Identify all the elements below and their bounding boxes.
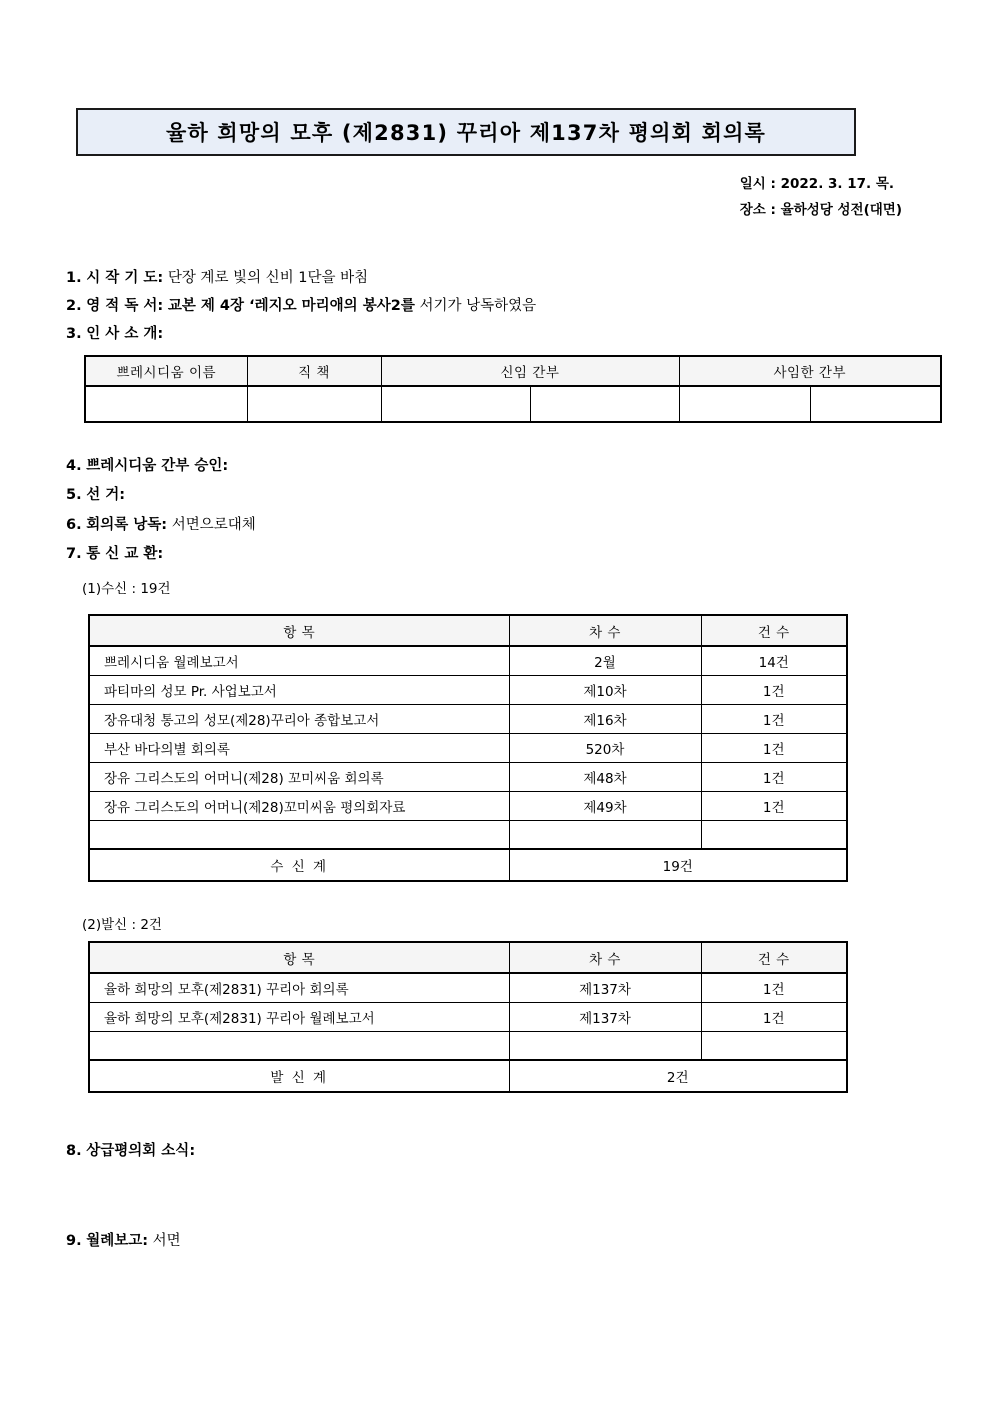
table-row: [89, 704, 847, 733]
received-correspondence-table: [88, 614, 848, 882]
item-5-number: 5.: [66, 487, 82, 503]
received-count[interactable]: [701, 820, 847, 849]
item-9-label: 월례보고:: [86, 1233, 149, 1249]
item-6-number: 6.: [66, 517, 82, 533]
item-1-value: 단장 계로 빛의 신비 1단을 바침: [167, 270, 369, 286]
item-5-label: 선 거:: [86, 487, 126, 503]
item-7-sub-sent: (2)발신 : 2건: [82, 917, 162, 933]
table-row: [89, 733, 847, 762]
sent-total-row: [89, 1060, 847, 1092]
item-1-number: 1.: [66, 270, 82, 286]
document-title-banner: [76, 108, 856, 156]
item-2-value: 서기가 낭독하였음: [419, 298, 537, 314]
received-header-item: 항 목: [89, 615, 509, 646]
officers-header-resigned: 사임한 간부: [679, 356, 941, 386]
item-6-value: 서면으로대체: [171, 517, 256, 533]
received-item[interactable]: 장유 그리스도의 어머니(제28) 꼬미씨움 회의록: [89, 762, 509, 791]
meeting-place: 장소 : 율하성당 성전(대면): [739, 201, 902, 218]
received-count[interactable]: 1건: [701, 762, 847, 791]
table-row: [89, 791, 847, 820]
sent-item[interactable]: 율하 희망의 모후(제2831) 꾸리아 월례보고서: [89, 1002, 509, 1031]
sent-total-value: 2건: [509, 1060, 847, 1092]
table-header-row: [89, 942, 847, 973]
item-9-value: 서면: [152, 1233, 181, 1249]
sent-number[interactable]: [509, 1031, 701, 1060]
officers-header-role: 직 책: [247, 356, 381, 386]
item-election: [66, 487, 125, 504]
officers-table: [84, 355, 942, 423]
sent-number[interactable]: 제137차: [509, 973, 701, 1002]
item-2-number: 2.: [66, 298, 82, 314]
sent-item[interactable]: 율하 희망의 모후(제2831) 꾸리아 회의록: [89, 973, 509, 1002]
meeting-meta: [740, 172, 902, 223]
item-opening-prayer: [66, 270, 368, 287]
received-count[interactable]: 14건: [701, 646, 847, 675]
item-correspondence: [66, 546, 163, 563]
table-row: [89, 973, 847, 1002]
sent-total-label: 발 신 계: [89, 1060, 509, 1092]
item-minutes-reading: [66, 517, 256, 534]
item-3-number: 3.: [66, 326, 82, 342]
sent-header-count: 건 수: [701, 942, 847, 973]
sent-count[interactable]: 1건: [701, 973, 847, 1002]
received-item[interactable]: 장유대청 통고의 성모(제28)꾸리아 종합보고서: [89, 704, 509, 733]
officers-cell-resigned-b[interactable]: [810, 386, 941, 422]
sent-header-number: 차 수: [509, 942, 701, 973]
received-number[interactable]: 2월: [509, 646, 701, 675]
received-number[interactable]: [509, 820, 701, 849]
item-2-value-bold: 교본 제 4장 ‘레지오 마리애의 봉사2를: [167, 298, 415, 314]
officers-cell-name[interactable]: [85, 386, 247, 422]
item-9-number: 9.: [66, 1233, 82, 1249]
item-8-number: 8.: [66, 1143, 82, 1159]
item-higher-council-news: [66, 1143, 195, 1160]
item-8-label: 상급평의회 소식:: [86, 1143, 196, 1159]
item-officer-approval: [66, 458, 228, 475]
sent-header-item: 항 목: [89, 942, 509, 973]
item-3-label: 인 사 소 개:: [86, 326, 164, 342]
table-header-row: [89, 615, 847, 646]
received-item[interactable]: 부산 바다의별 회의록: [89, 733, 509, 762]
table-header-row: [85, 356, 941, 386]
sent-number[interactable]: 제137차: [509, 1002, 701, 1031]
received-count[interactable]: 1건: [701, 733, 847, 762]
item-4-label: 쁘레시디움 간부 승인:: [86, 458, 229, 474]
received-total-row: [89, 849, 847, 881]
received-item[interactable]: 파티마의 성모 Pr. 사업보고서: [89, 675, 509, 704]
table-row: [89, 762, 847, 791]
item-7-number: 7.: [66, 546, 82, 562]
table-row: [89, 820, 847, 849]
sent-correspondence-table: [88, 941, 848, 1093]
received-number[interactable]: 제49차: [509, 791, 701, 820]
officers-cell-new-b[interactable]: [530, 386, 679, 422]
item-1-label: 시 작 기 도:: [86, 270, 164, 286]
table-row: [85, 386, 941, 422]
sent-count[interactable]: [701, 1031, 847, 1060]
officers-cell-new-a[interactable]: [381, 386, 530, 422]
table-row: [89, 675, 847, 704]
item-introductions: [66, 326, 163, 343]
received-item[interactable]: [89, 820, 509, 849]
table-row: [89, 646, 847, 675]
received-count[interactable]: 1건: [701, 704, 847, 733]
officers-header-new: 신임 간부: [381, 356, 679, 386]
item-4-number: 4.: [66, 458, 82, 474]
officers-cell-resigned-a[interactable]: [679, 386, 810, 422]
meeting-date: 일시 : 2022. 3. 17. 목.: [739, 176, 895, 192]
officers-cell-role[interactable]: [247, 386, 381, 422]
received-total-value: 19건: [509, 849, 847, 881]
table-row: [89, 1031, 847, 1060]
received-item[interactable]: 쁘레시디움 월례보고서: [89, 646, 509, 675]
received-header-count: 건 수: [701, 615, 847, 646]
item-7-sub-received: (1)수신 : 19건: [82, 581, 171, 597]
item-2-label: 영 적 독 서:: [86, 298, 164, 314]
received-number[interactable]: 제16차: [509, 704, 701, 733]
received-number[interactable]: 520차: [509, 733, 701, 762]
sent-count[interactable]: 1건: [701, 1002, 847, 1031]
received-total-label: 수 신 계: [89, 849, 509, 881]
table-row: [89, 1002, 847, 1031]
sent-item[interactable]: [89, 1031, 509, 1060]
received-item[interactable]: 장유 그리스도의 어머니(제28)꼬미씨움 평의회자료: [89, 791, 509, 820]
item-spiritual-reading: [66, 298, 536, 315]
page-title: 율하 희망의 모후 (제2831) 꾸리아 제137차 평의회 회의록: [165, 121, 767, 145]
item-6-label: 회의록 낭독:: [86, 517, 168, 533]
received-count[interactable]: 1건: [701, 791, 847, 820]
item-monthly-report: [66, 1233, 181, 1250]
received-count[interactable]: 1건: [701, 675, 847, 704]
received-number[interactable]: 제48차: [509, 762, 701, 791]
received-number[interactable]: 제10차: [509, 675, 701, 704]
item-7-label: 통 신 교 환:: [86, 546, 164, 562]
officers-header-name: 쁘레시디움 이름: [85, 356, 247, 386]
received-header-number: 차 수: [509, 615, 701, 646]
